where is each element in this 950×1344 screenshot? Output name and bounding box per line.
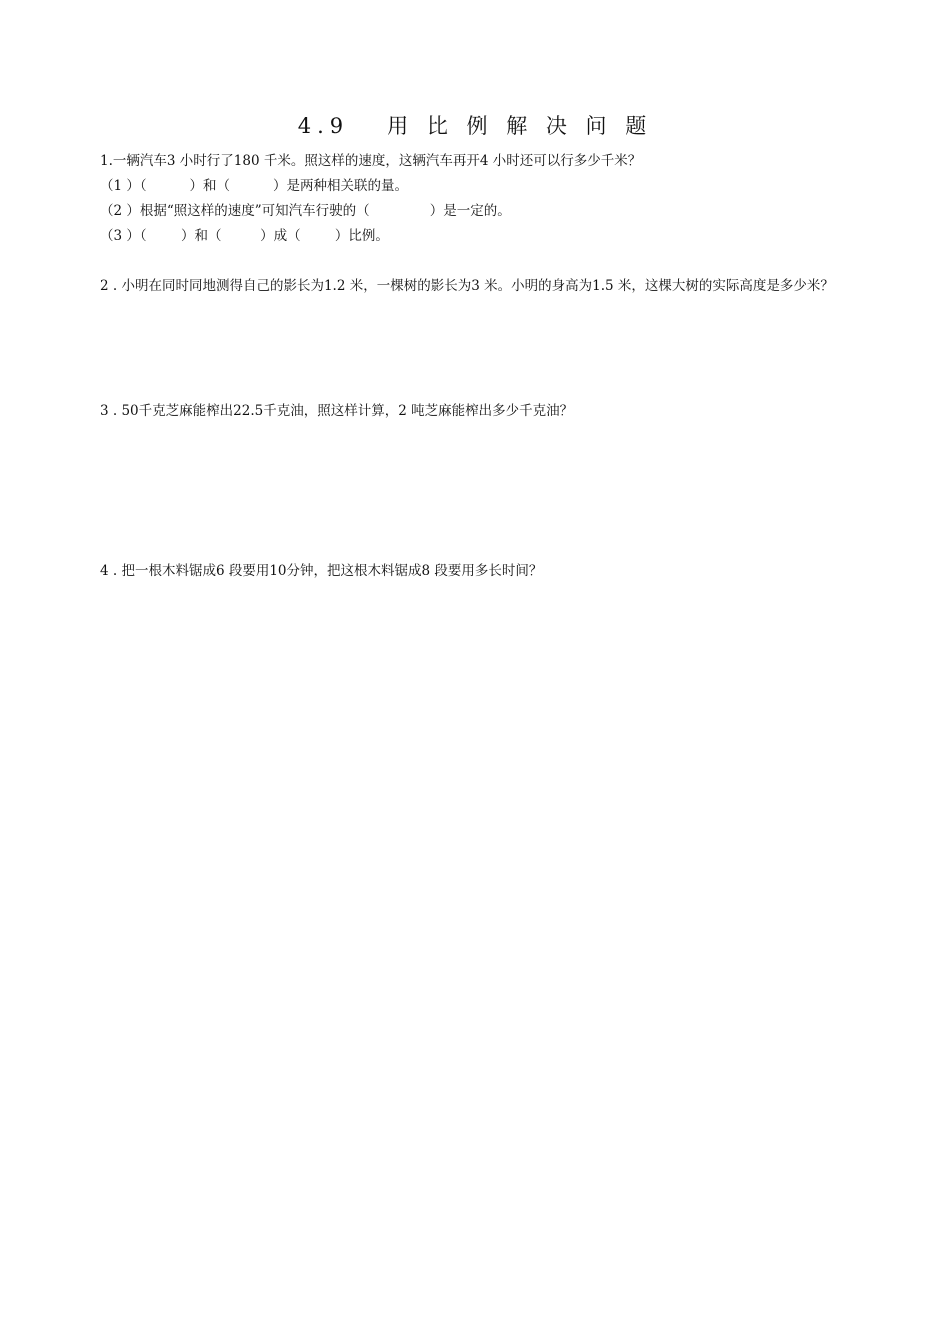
question-1-sub-3: （3 ）（ ）和（ ）成（ ）比例。 <box>100 228 389 244</box>
question-3-text: 3 . 50千克芝麻能榨出22.5千克油，照这样计算，2 吨芝麻能榨出多少千克油？ <box>100 403 574 419</box>
question-1-sub-1: （1 ）（ ）和（ ）是两种相关联的量。 <box>100 178 408 194</box>
question-1-sub-2: （2 ）根据“照这样的速度”可知汽车行驶的（ ）是一定的。 <box>100 203 511 219</box>
question-2-text: 2 . 小明在同时同地测得自己的影长为1.2 米，一棵树的影长为3 米。小明的身高为1.5 米，这棵大树的实际高度是多少米？ <box>100 278 834 294</box>
question-4-text: 4 . 把一根木料锯成6 段要用10分钟，把这根木料锯成8 段要用多长时间？ <box>100 563 543 579</box>
page-title: 4.9 用 比 例 解 决 问 题 <box>297 114 653 138</box>
question-1-text: 1.一辆汽车3 小时行了180 千米。照这样的速度，这辆汽车再开4 小时还可以行多少千米？ <box>100 153 642 169</box>
